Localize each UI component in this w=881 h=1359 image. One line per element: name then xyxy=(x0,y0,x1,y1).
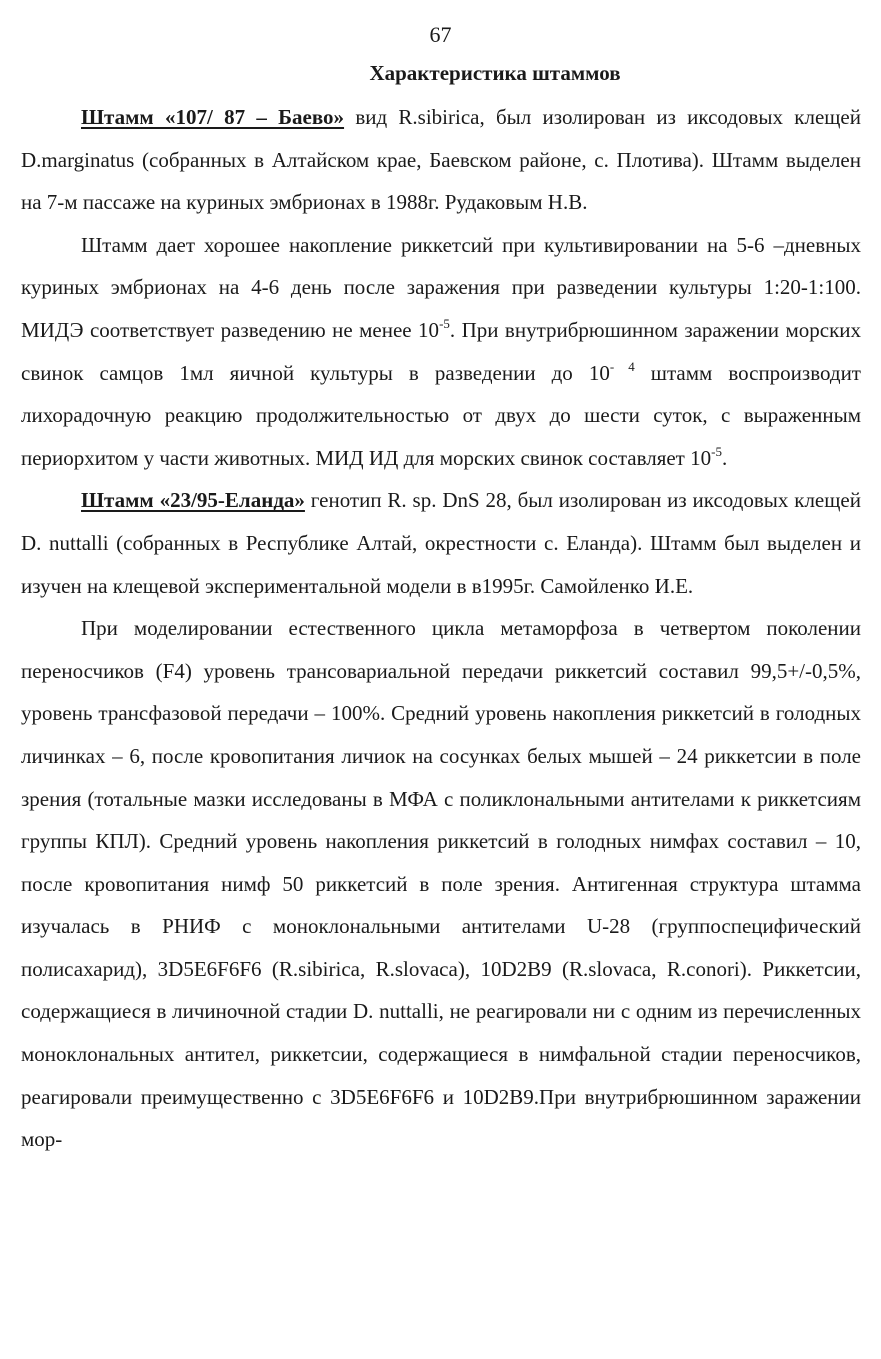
strain-2-description-paragraph: При моделировании естественного цикла метаморфоза в четвертом поколении переносчиков (F4) уровень трансовариальной передачи риккетсий составил 99,5+/-0,5%, уровень трансфазовой передачи – 100%. Средний уровень накопления риккетсий в голодных личинках – 6, после кровопитания личиок на сосунках белых мышей – 24 риккетсии в поле зрения (тотальные мазки исследованы в МФА с поликлональными антителами к риккетсиям группы КПЛ). Средний уровень накопления риккетсий в голодных нимфах составил – 10, после кровопитания нимф 50 риккетсий в поле зрения. Антигенная структура штамма изучалась в РНИФ с моноклональными антителами U-28 (группоспецифический полисахарид), 3D5E6F6F6 (R.sibirica, R.slovaca), 10D2B9 (R.slovaca, R.conori). Риккетсии, содержащиеся в личиночной стадии D. nuttalli, не реагировали ни с одним из перечисленных моноклональных антител, риккетсии, содержащиеся в нимфальной стадии переносчиков, реагировали преимущественно с 3D5E6F6F6 и 10D2B9.При внутрибрюшинном заражении мор- xyxy=(21,616,861,1152)
strain-2-origin-paragraph xyxy=(21,479,861,607)
strain-1-name: Штамм «107/ 87 – Баево» xyxy=(81,105,345,129)
strain-1-culture-text-a: Штамм дает хорошее накопление риккетсий при культивировании на 5-6 –дневных куриных эмбрионах на 4-6 день после заражения при разведении культуры 1:20-1:100. МИДЭ соответствует разведению не менее 10 xyxy=(21,232,861,342)
strain-1-exponent-3: -5 xyxy=(711,443,722,459)
page-body xyxy=(21,96,861,1161)
page-number: 67 xyxy=(429,22,452,47)
strain-1-origin-paragraph xyxy=(21,96,861,224)
strain-1-culture-text-d: . xyxy=(721,445,728,470)
strain-1-culture-paragraph xyxy=(21,224,861,480)
strain-2-origin-text: генотип R. sp. DnS 28, был изолирован из иксодовых клещей D. nuttalli (собранных в Республике Алтай, окрестности с. Еланда). Штамм был выделен и изучен на клещевой экспериментальной модели в в1995г. Самойленко И.Е. xyxy=(21,488,861,598)
section-title: Характеристика штаммов xyxy=(369,61,621,85)
strain-2-name: Штамм «23/95-Еланда» xyxy=(81,488,305,513)
strain-1-culture-text-c: штамм воспроизводит лихорадочную реакцию продолжительностью от двух до шести суток, с выраженным периорхитом у части животных. МИД ИД для морских свинок составляет 10 xyxy=(21,360,861,470)
strain-1-culture-text-b: . При внутрибрюшинном заражении морских свинок самцов 1мл яичной культуры в разведении до 10 xyxy=(21,317,862,385)
strain-1-exponent-2: - 4 xyxy=(609,358,635,374)
strain-1-origin-text: вид R.sibirica, был изолирован из иксодовых клещей D.marginatus (собранных в Алтайском крае, Баевском районе, с. Плотива). Штамм выделен на 7-м пассаже на куриных эмбрионах в 1988г. Рудаковым Н.В. xyxy=(21,105,861,215)
strain-1-exponent-1: -5 xyxy=(439,315,450,331)
